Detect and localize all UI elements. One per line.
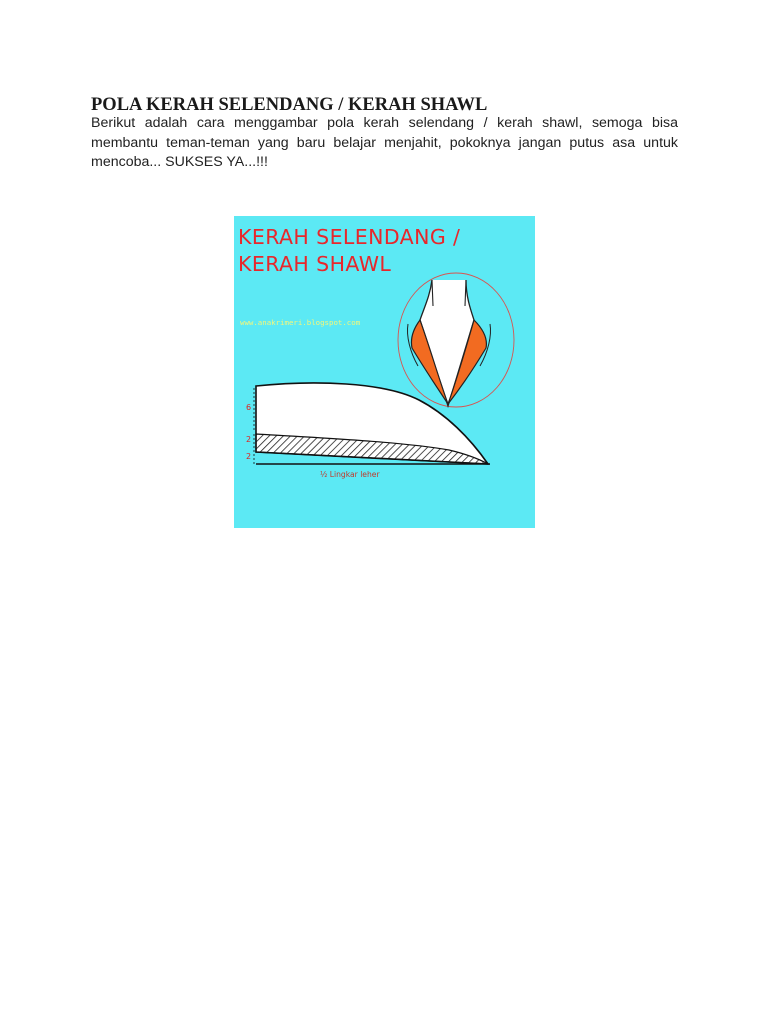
base-label: ½ Lingkar leher — [320, 470, 380, 479]
dimension-label-2-upper: 2 — [246, 435, 252, 444]
dimension-label-2-lower: 2 — [246, 452, 252, 461]
figure-watermark-url: www.anakrimeri.blogspot.com — [240, 318, 361, 327]
shawl-collar-figure — [234, 216, 535, 528]
intro-paragraph: Berikut adalah cara menggambar pola kerah selendang / kerah shawl, semoga bisa membantu teman-teman yang baru belajar menjahit, pokoknya jangan putus asa untuk mencoba... SUKSES YA...!!! — [91, 115, 678, 170]
figure-title-line1: KERAH SELENDANG / — [238, 225, 461, 249]
figure-title — [238, 224, 460, 278]
dimension-label-6: 6 — [246, 403, 252, 412]
figure-title-line2: KERAH SHAWL — [238, 252, 392, 276]
page-title: POLA KERAH SELENDANG / KERAH SHAWL — [91, 95, 488, 115]
